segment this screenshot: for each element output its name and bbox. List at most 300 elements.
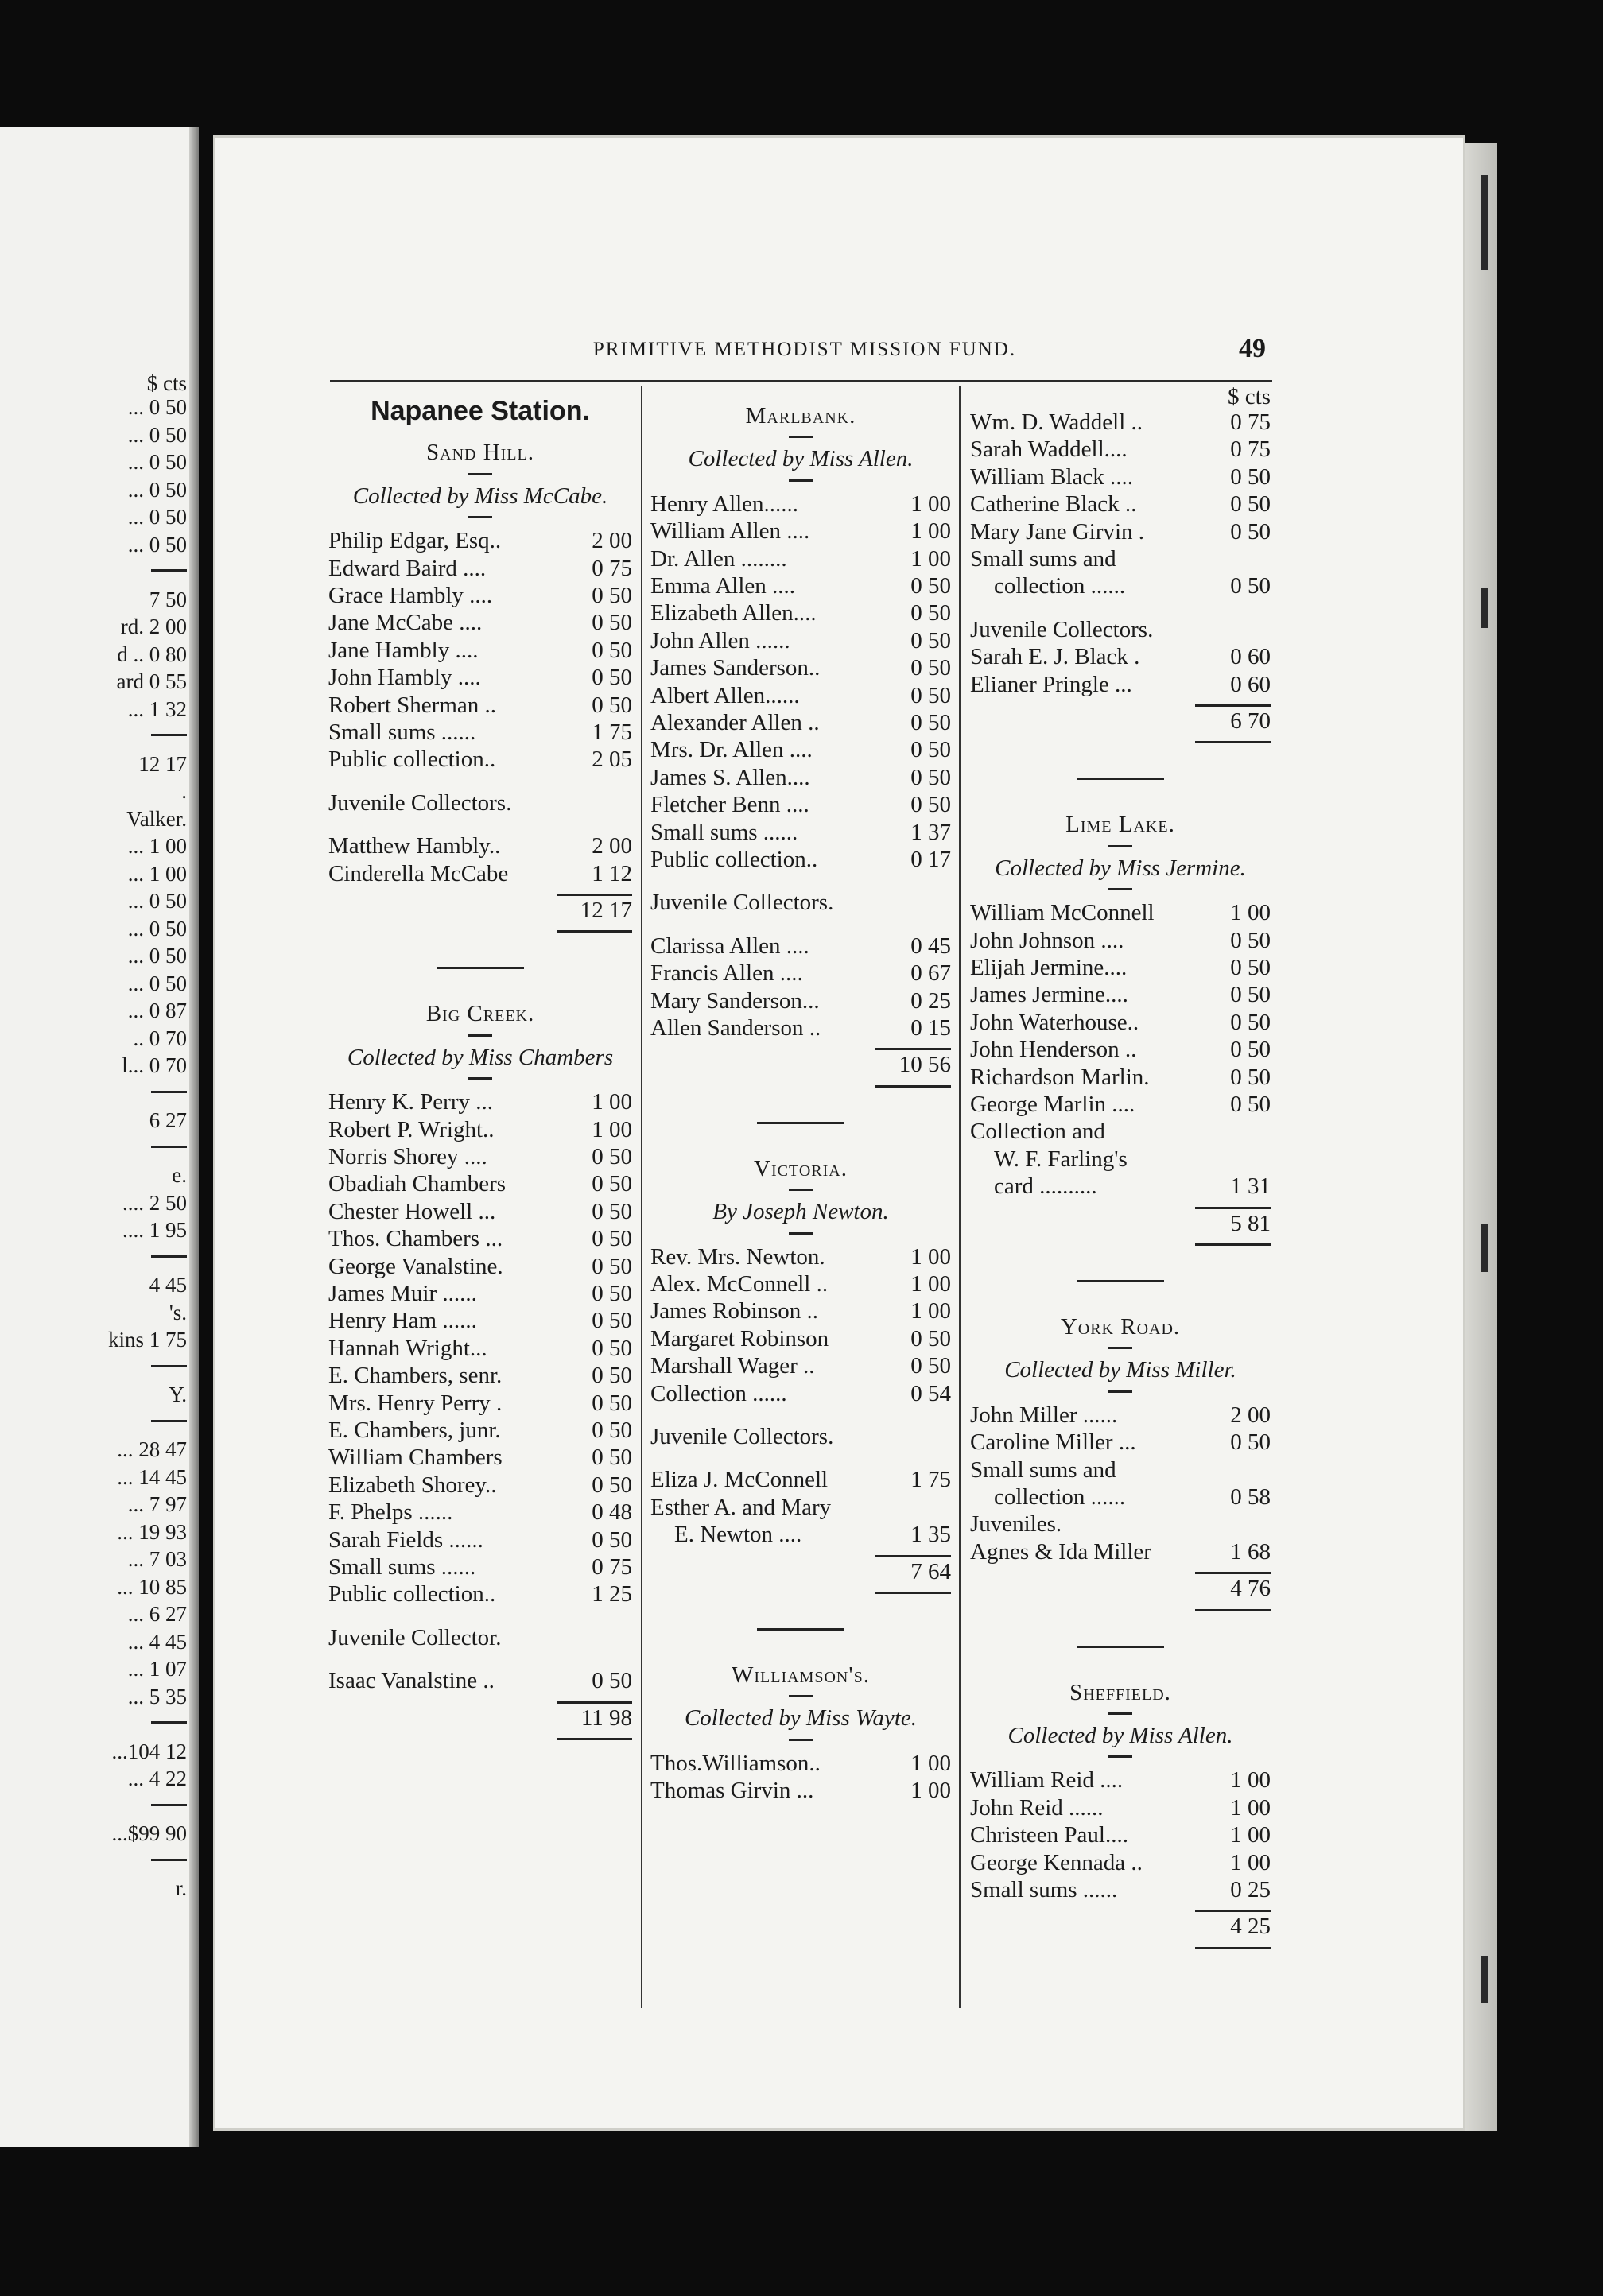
- contribution-amount: 0 50: [592, 583, 632, 608]
- contribution-amount: 0 50: [910, 1353, 951, 1379]
- left-line: 's.: [169, 1300, 187, 1324]
- juvenile-row: [650, 960, 951, 987]
- contributor-name: William McConnell: [970, 900, 1155, 926]
- contribution-row: [328, 1553, 632, 1580]
- left-line: 7 50: [149, 587, 187, 611]
- dash-rule: [789, 1739, 813, 1741]
- left-sum-rule: [151, 569, 187, 572]
- left-currency-header: $ cts: [146, 371, 187, 395]
- contribution-amount: 0 50: [910, 764, 951, 790]
- section-separator: [757, 1122, 844, 1124]
- juvenile-label: Juveniles.: [970, 1511, 1062, 1538]
- contribution-amount: 1 00: [1230, 1794, 1271, 1821]
- contributor-name: Sarah E. J. Black .: [970, 644, 1140, 670]
- left-line: ... 4 22: [127, 1767, 187, 1790]
- left-line: ... 0 50: [127, 395, 187, 419]
- left-line: ... 7 97: [127, 1492, 187, 1516]
- contribution-amount: 0 50: [1230, 955, 1271, 980]
- juvenile-row: [650, 1494, 951, 1521]
- left-line: 12 17: [138, 751, 187, 776]
- contributor-name: James Muir ......: [328, 1281, 477, 1306]
- contribution-row: [650, 545, 951, 572]
- contribution-amount: 1 00: [1230, 900, 1271, 926]
- sum-rule: [1195, 1609, 1271, 1611]
- contributor-name: John Waterhouse..: [970, 1009, 1139, 1035]
- contributor-name: Cinderella McCabe: [328, 860, 509, 886]
- juvenile-label: Juvenile Collectors.: [650, 890, 834, 916]
- column-3: [970, 384, 1271, 2027]
- contribution-row: [328, 555, 632, 582]
- sum-rule: [875, 1085, 951, 1088]
- left-sum-rule: [151, 1365, 187, 1367]
- sum-rule: [875, 1555, 951, 1557]
- contribution-amount: 1 00: [1230, 1822, 1271, 1848]
- contribution-row: [650, 709, 951, 736]
- contributor-name: Elijah Jermine....: [970, 955, 1128, 980]
- contribution-amount: 0 50: [592, 1335, 632, 1361]
- column-2: [650, 398, 951, 2027]
- contributor-name: Collection ......: [650, 1380, 787, 1406]
- section-separator: [1077, 1280, 1164, 1282]
- column-1: [328, 398, 632, 2027]
- dash-rule: [789, 436, 813, 438]
- contribution-amount: 0 67: [910, 960, 951, 987]
- contribution-row: [970, 1876, 1271, 1903]
- contribution-amount: 1 75: [592, 719, 632, 745]
- section-title: Lime Lake.: [1065, 812, 1175, 838]
- contribution-row: [650, 1297, 951, 1324]
- dash-rule: [789, 1695, 813, 1697]
- contribution-row: [970, 545, 1271, 572]
- contribution-amount: 1 00: [910, 1243, 951, 1270]
- left-line: .: [181, 779, 187, 803]
- contribution-amount: 1 00: [910, 518, 951, 545]
- contribution-row: [650, 764, 951, 791]
- contribution-amount: 0 50: [592, 1526, 632, 1553]
- contribution-amount: 0 50: [1230, 518, 1271, 545]
- contributor-name: William Reid ....: [970, 1767, 1124, 1794]
- contribution-row: [328, 1580, 632, 1608]
- contribution-row: [328, 719, 632, 746]
- left-line: ... 0 50: [127, 422, 187, 447]
- sum-rule: [1195, 704, 1271, 707]
- left-line: ... 0 50: [127, 916, 187, 941]
- contribution-amount: 0 25: [910, 987, 951, 1014]
- left-line: kins 1 75: [107, 1328, 187, 1352]
- left-sum-rule: [151, 1859, 187, 1861]
- contribution-row: [970, 1456, 1271, 1483]
- contribution-amount: 1 25: [592, 1581, 632, 1608]
- section-title: Sand Hill.: [426, 440, 534, 466]
- left-line: rd. 2 00: [120, 615, 187, 638]
- contributor-name: Mary Jane Girvin .: [970, 518, 1145, 545]
- contribution-amount: 1 00: [910, 1750, 951, 1776]
- contribution-amount: 0 50: [592, 1472, 632, 1498]
- dash-rule: [789, 1232, 813, 1235]
- contribution-row: [650, 736, 951, 763]
- header-rule: [330, 380, 1272, 382]
- contribution-amount: 0 50: [592, 1668, 632, 1694]
- left-line: ... 1 00: [127, 834, 187, 858]
- contributor-name: Norris Shorey ....: [328, 1144, 487, 1169]
- left-line: .... 2 50: [122, 1190, 187, 1215]
- contributor-name: Elizabeth Shorey..: [328, 1472, 497, 1498]
- contribution-row: [328, 746, 632, 773]
- contributor-name: Francis Allen ....: [650, 960, 803, 987]
- contribution-row: [970, 1036, 1271, 1063]
- sum-rule: [557, 930, 632, 933]
- left-sum-rule: [151, 1804, 187, 1806]
- contribution-row: [650, 1380, 951, 1407]
- left-line: 4 45: [149, 1273, 187, 1297]
- contributor-name: Mrs. Dr. Allen ....: [650, 737, 813, 763]
- contributor-name: Rev. Mrs. Newton.: [650, 1243, 825, 1270]
- section-title: Williamson's.: [732, 1662, 870, 1688]
- contributor-name: Thos.Williamson..: [650, 1750, 821, 1776]
- contributor-name: John Allen ......: [650, 627, 790, 654]
- collector-line: Collected by Miss Allen.: [1007, 1723, 1233, 1748]
- contributor-name: Christeen Paul....: [970, 1822, 1128, 1848]
- left-line: 6 27: [149, 1108, 187, 1132]
- contribution-row: [328, 1444, 632, 1471]
- contribution-amount: 0 58: [1230, 1484, 1271, 1510]
- contribution-amount: 0 75: [1230, 409, 1271, 435]
- contribution-amount: 0 50: [1230, 1429, 1271, 1456]
- contribution-row: [328, 692, 632, 719]
- sum-rule: [875, 1048, 951, 1050]
- section-total: 4 25: [1230, 1914, 1271, 1940]
- left-line: e.: [172, 1163, 187, 1187]
- left-line: ... 4 45: [127, 1629, 187, 1654]
- contribution-row: [650, 791, 951, 818]
- collector-line: Collected by Miss Miller.: [1004, 1357, 1236, 1383]
- contribution-row: [970, 1849, 1271, 1876]
- dash-rule: [1108, 888, 1132, 890]
- left-line: ... 1 07: [127, 1657, 187, 1681]
- contribution-row: [970, 1091, 1271, 1118]
- left-line: ... 0 50: [127, 532, 187, 557]
- contributor-name: Sarah Waddell....: [970, 436, 1128, 463]
- contributor-name: Jane Hambly ....: [328, 637, 479, 663]
- contribution-row: [650, 1270, 951, 1297]
- contribution-amount: 0 50: [592, 692, 632, 718]
- contributor-name: Public collection..: [650, 847, 818, 872]
- contributor-name: Henry Ham ......: [328, 1308, 477, 1334]
- left-line: ... 0 50: [127, 971, 187, 995]
- juvenile-label: Juvenile Collector.: [328, 1624, 502, 1650]
- contribution-row: [650, 491, 951, 518]
- contributor-name: George Vanalstine.: [328, 1253, 503, 1279]
- collector-line: By Joseph Newton.: [712, 1199, 889, 1225]
- contribution-amount: 1 12: [592, 860, 632, 886]
- contribution-amount: 0 45: [910, 933, 951, 959]
- left-line: ...$99 90: [111, 1821, 187, 1845]
- section-separator: [1077, 778, 1164, 780]
- contribution-row: [328, 582, 632, 609]
- contribution-amount: 0 50: [592, 1144, 632, 1169]
- section-separator: [757, 1628, 844, 1631]
- contribution-amount: 2 00: [592, 833, 632, 859]
- dash-rule: [1108, 845, 1132, 847]
- contributor-name: Eliza J. McConnell: [650, 1467, 829, 1493]
- contribution-row: [970, 1146, 1271, 1173]
- contribution-amount: 0 50: [910, 627, 951, 654]
- dash-rule: [1108, 1712, 1132, 1715]
- collector-line: Collected by Miss Allen.: [688, 446, 914, 472]
- contributor-name: Obadiah Chambers: [328, 1171, 507, 1197]
- dash-rule: [468, 516, 492, 518]
- contributor-name: Marshall Wager ..: [650, 1353, 815, 1379]
- contributor-name: card ..........: [994, 1173, 1097, 1200]
- left-line: l... 0 70: [122, 1053, 187, 1077]
- page-number: 49: [1239, 334, 1266, 363]
- contribution-amount: 0 50: [592, 1253, 632, 1279]
- left-sum-rule: [151, 1146, 187, 1148]
- contribution-amount: 1 00: [910, 1271, 951, 1297]
- contribution-row: [970, 1009, 1271, 1036]
- contributor-name: Small sums and: [970, 546, 1116, 572]
- contributor-name: Grace Hambly ....: [328, 583, 493, 608]
- sum-rule: [1195, 1572, 1271, 1574]
- left-line: ... 0 50: [127, 450, 187, 474]
- contribution-row: [328, 1307, 632, 1334]
- contribution-amount: 0 48: [592, 1499, 632, 1526]
- contribution-amount: 1 75: [910, 1467, 951, 1493]
- dash-rule: [468, 1034, 492, 1037]
- contribution-row: [328, 1198, 632, 1225]
- contribution-amount: 0 50: [1230, 982, 1271, 1008]
- contribution-row: [328, 1088, 632, 1115]
- contribution-row: [970, 1173, 1271, 1200]
- left-line: ... 0 50: [127, 505, 187, 529]
- juvenile-label: Juvenile Collectors.: [328, 789, 512, 816]
- contributor-name: collection ......: [994, 573, 1126, 599]
- contribution-row: [650, 682, 951, 709]
- contribution-row: [970, 1118, 1271, 1145]
- contributor-name: Collection and: [970, 1119, 1105, 1145]
- contributor-name: Hannah Wright...: [328, 1335, 487, 1361]
- left-line: ... 28 47: [117, 1437, 187, 1461]
- contribution-amount: 0 50: [592, 665, 632, 691]
- contribution-amount: 0 50: [1230, 573, 1271, 599]
- section-total: 4 76: [1230, 1576, 1271, 1602]
- contribution-amount: 1 37: [910, 819, 951, 845]
- contribution-amount: 0 50: [1230, 1092, 1271, 1117]
- contributor-name: James Jermine....: [970, 982, 1128, 1008]
- contribution-row: [970, 1064, 1271, 1091]
- contributor-name: Richardson Marlin.: [970, 1064, 1150, 1090]
- contribution-amount: 1 00: [910, 491, 951, 517]
- contributor-name: Philip Edgar, Esq..: [328, 528, 502, 554]
- contribution-row: [650, 572, 951, 599]
- contributor-name: Public collection..: [328, 747, 496, 773]
- column-divider: [959, 386, 961, 2008]
- contribution-amount: 0 15: [910, 1015, 951, 1041]
- contributor-name: E. Chambers, junr.: [328, 1418, 501, 1443]
- contribution-amount: 0 50: [910, 655, 951, 681]
- left-line: d .. 0 80: [117, 642, 187, 666]
- contributor-name: John Henderson ..: [970, 1037, 1137, 1063]
- contributor-name: Edward Baird ....: [328, 555, 487, 581]
- left-sum-rule: [151, 1420, 187, 1422]
- left-line: Valker.: [126, 806, 187, 831]
- left-line: ... 6 27: [127, 1602, 187, 1626]
- contributor-name: James Sanderson..: [650, 655, 821, 681]
- contributor-name: Matthew Hambly..: [328, 833, 501, 859]
- left-line: ... 1 00: [127, 861, 187, 886]
- column-divider: [641, 386, 642, 2008]
- left-line: ... 0 50: [127, 944, 187, 968]
- juvenile-label: Juvenile Collectors.: [970, 616, 1154, 642]
- left-line: ... 14 45: [117, 1464, 187, 1489]
- left-line: ... 0 87: [127, 999, 187, 1022]
- contributor-name: W. F. Farling's: [994, 1146, 1128, 1172]
- contribution-amount: 0 50: [910, 573, 951, 599]
- contribution-amount: 1 68: [1230, 1538, 1271, 1565]
- contribution-amount: 0 75: [1230, 436, 1271, 463]
- contributor-name: Agnes & Ida Miller: [970, 1538, 1151, 1565]
- juvenile-row: [650, 1014, 951, 1041]
- contribution-row: [650, 1777, 951, 1804]
- contributor-name: Small sums ......: [328, 719, 476, 745]
- contribution-amount: 1 00: [1230, 1849, 1271, 1875]
- contribution-amount: 0 75: [592, 555, 632, 581]
- contributor-name: Mrs. Henry Perry .: [328, 1390, 503, 1416]
- contribution-amount: 0 50: [1230, 927, 1271, 953]
- left-sum-rule: [151, 1721, 187, 1724]
- left-sum-rule: [151, 1091, 187, 1093]
- juvenile-row: [970, 1538, 1271, 1565]
- section-separator: [437, 967, 524, 969]
- station-title: Napanee Station.: [371, 396, 590, 426]
- dash-rule: [1108, 1390, 1132, 1393]
- contribution-amount: 1 00: [592, 1116, 632, 1142]
- contributor-name: Robert Sherman ..: [328, 692, 497, 718]
- contribution-amount: 0 50: [592, 1308, 632, 1334]
- contribution-amount: 0 50: [592, 1226, 632, 1252]
- dash-rule: [789, 479, 813, 482]
- contribution-row: [970, 1429, 1271, 1456]
- sum-rule: [1195, 1207, 1271, 1209]
- contributor-name: Elianer Pringle ...: [970, 671, 1132, 697]
- contribution-amount: 0 50: [910, 600, 951, 626]
- juvenile-row: [650, 987, 951, 1014]
- contributor-name: Alexander Allen ..: [650, 710, 820, 735]
- contributor-name: Sarah Fields ......: [328, 1526, 483, 1553]
- contribution-amount: 0 25: [1230, 1877, 1271, 1902]
- contribution-amount: 0 50: [592, 1445, 632, 1471]
- contribution-amount: 0 60: [1230, 644, 1271, 670]
- contributor-name: E. Chambers, senr.: [328, 1363, 503, 1389]
- juvenile-row: [328, 1667, 632, 1694]
- contributor-name: John Reid ......: [970, 1794, 1104, 1821]
- contribution-row: [650, 1352, 951, 1379]
- dash-rule: [468, 473, 492, 475]
- section-total: 11 98: [580, 1705, 632, 1731]
- contributor-name: James Robinson ..: [650, 1298, 819, 1324]
- contribution-row: [970, 954, 1271, 981]
- contributor-name: James S. Allen....: [650, 764, 810, 790]
- contribution-amount: 2 00: [592, 528, 632, 554]
- section-title: York Road.: [1060, 1314, 1181, 1340]
- contribution-row: [328, 1526, 632, 1553]
- contribution-row: [328, 1362, 632, 1389]
- currency-header: $ cts: [1228, 384, 1271, 409]
- sum-rule: [557, 1701, 632, 1704]
- dash-rule: [789, 1189, 813, 1191]
- contribution-row: [328, 1390, 632, 1417]
- left-line: r.: [175, 1876, 187, 1900]
- contribution-row: [970, 927, 1271, 954]
- contribution-amount: 2 05: [592, 747, 632, 773]
- juvenile-label: Juvenile Collectors.: [650, 1424, 834, 1449]
- contribution-amount: 0 50: [1230, 491, 1271, 518]
- juvenile-row: [970, 671, 1271, 698]
- contribution-amount: 0 50: [1230, 1064, 1271, 1090]
- contribution-amount: 1 00: [910, 1298, 951, 1324]
- contributor-name: John Johnson ....: [970, 927, 1124, 953]
- contribution-amount: 1 00: [592, 1089, 632, 1115]
- contributor-name: Mary Sanderson...: [650, 987, 820, 1014]
- left-line: .... 1 95: [122, 1218, 187, 1242]
- contribution-amount: 0 50: [592, 1198, 632, 1224]
- contribution-amount: 0 50: [910, 1325, 951, 1352]
- contribution-row: [970, 1821, 1271, 1848]
- contributor-name: Albert Allen......: [650, 682, 800, 708]
- contribution-row: [328, 1170, 632, 1197]
- contribution-row: [970, 572, 1271, 599]
- left-line: ...104 12: [111, 1739, 187, 1763]
- left-line: ard 0 55: [116, 669, 187, 693]
- left-line: ... 7 03: [127, 1547, 187, 1571]
- contribution-row: [328, 1335, 632, 1362]
- juvenile-row: [650, 933, 951, 960]
- contribution-row: [970, 981, 1271, 1008]
- contribution-amount: 1 00: [910, 545, 951, 572]
- contribution-row: [650, 1243, 951, 1270]
- contribution-row: [328, 1225, 632, 1252]
- collector-line: Collected by Miss Chambers: [347, 1044, 614, 1070]
- contribution-row: [328, 1472, 632, 1499]
- contribution-amount: 0 50: [592, 1418, 632, 1443]
- contribution-amount: 1 31: [1230, 1173, 1271, 1200]
- juvenile-row: [650, 1521, 951, 1548]
- contribution-amount: 0 50: [1230, 1037, 1271, 1063]
- contribution-amount: 0 54: [910, 1380, 951, 1406]
- sum-rule: [557, 1738, 632, 1740]
- contribution-row: [328, 1499, 632, 1526]
- contributor-name: John Miller ......: [970, 1402, 1118, 1428]
- page-edge: [1465, 143, 1497, 2131]
- contribution-amount: 2 00: [1230, 1402, 1271, 1428]
- contribution-row: [650, 819, 951, 846]
- contribution-row: [328, 609, 632, 636]
- contributor-name: Small sums ......: [970, 1877, 1118, 1902]
- contribution-row: [970, 436, 1271, 463]
- contribution-amount: 0 17: [910, 847, 951, 872]
- contributor-name: Clarissa Allen ....: [650, 933, 809, 959]
- contributor-name: Small sums ......: [650, 819, 798, 845]
- contribution-row: [328, 527, 632, 554]
- contributor-name: William Black ....: [970, 463, 1134, 490]
- contributor-name: Wm. D. Waddell ..: [970, 409, 1143, 435]
- left-line: Y.: [169, 1383, 187, 1406]
- contribution-amount: 0 50: [1230, 463, 1271, 490]
- contribution-amount: 0 50: [910, 710, 951, 735]
- left-line: ... 1 32: [127, 696, 187, 721]
- contribution-row: [328, 1143, 632, 1170]
- collector-line: Collected by Miss Jermine.: [995, 855, 1246, 881]
